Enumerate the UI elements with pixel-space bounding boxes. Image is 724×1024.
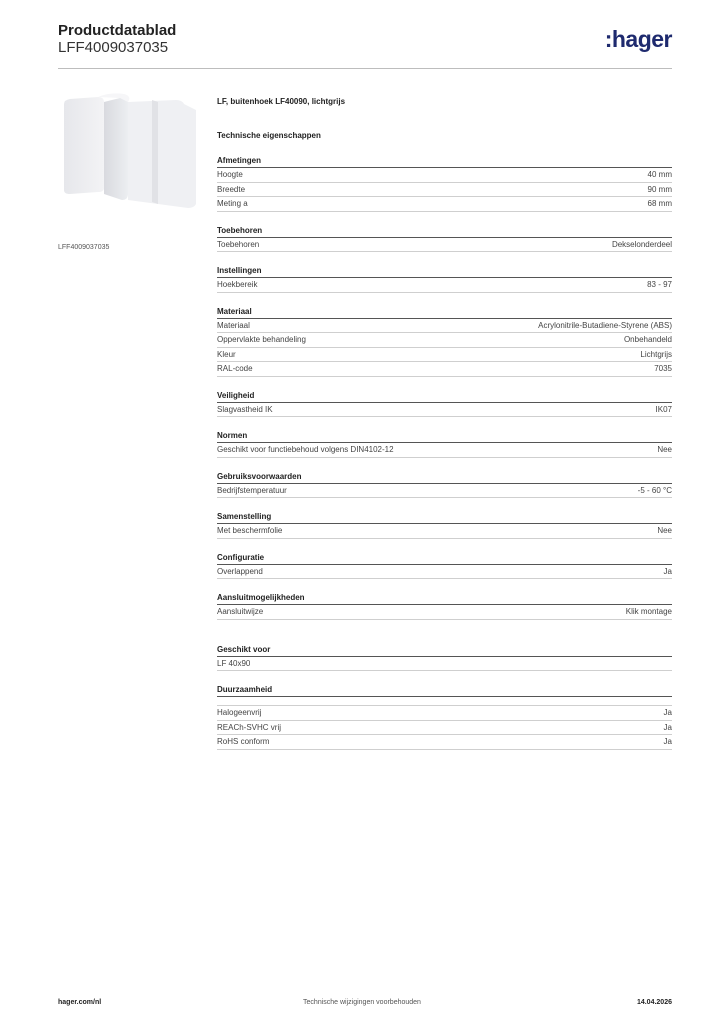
section-title: Afmetingen [217, 155, 672, 168]
spec-label: Breedte [217, 184, 246, 194]
image-caption: LFF4009037035 [58, 244, 110, 251]
product-image [58, 90, 198, 240]
spec-row [217, 278, 672, 293]
section-aansluitmogelijkheden [217, 592, 672, 620]
spec-label: Geschikt voor functiebehoud volgens DIN4102-12 [217, 445, 394, 454]
spec-label: Halogeenvrij [217, 708, 262, 717]
spec-row [217, 333, 672, 348]
spec-value: -5 - 60 °C [637, 485, 672, 495]
section-title: Samenstelling [217, 511, 672, 524]
spec-row [217, 657, 672, 672]
spec-row [217, 197, 672, 212]
section-normen [217, 430, 672, 458]
section-title: Normen [217, 430, 672, 443]
spec-row [217, 362, 672, 377]
section-materiaal [217, 306, 672, 377]
spec-value: Dekselonderdeel [611, 239, 672, 249]
header-divider [58, 68, 672, 69]
spec-label: LF 40x90 [217, 658, 251, 668]
section-title: Aansluitmogelijkheden [217, 592, 672, 605]
footer-website-link[interactable]: hager.com/nl [58, 999, 102, 1006]
spec-row [217, 605, 672, 620]
spec-value: IK07 [655, 404, 672, 414]
spec-label: REACh-SVHC vrij [217, 722, 282, 732]
footer-disclaimer: Technische wijzigingen voorbehouden [303, 999, 421, 1006]
section-afmetingen [217, 155, 672, 212]
section-title: Materiaal [217, 306, 672, 319]
section-title: Veiligheid [217, 390, 672, 403]
tech-properties-title: Technische eigenschappen [217, 131, 321, 140]
section-title: Gebruiksvoorwaarden [217, 471, 672, 484]
section-configuratie [217, 552, 672, 580]
spec-row [217, 721, 672, 736]
spec-value: Klik montage [625, 607, 672, 616]
spec-value: 68 mm [647, 199, 672, 208]
section-samenstelling [217, 511, 672, 539]
spec-row [217, 735, 672, 750]
spec-row [217, 348, 672, 363]
spec-value: Ja [663, 722, 672, 732]
spec-value: Nee [657, 526, 672, 535]
section-gebruiksvoorwaarden [217, 471, 672, 499]
spec-row [217, 319, 672, 334]
spec-value: Ja [663, 737, 672, 746]
header-title: Productdatablad [58, 22, 177, 39]
section-toebehoren [217, 225, 672, 253]
section-title: Instellingen [217, 265, 672, 278]
section-instellingen [217, 265, 672, 293]
section-duurzaamheid [217, 684, 672, 750]
section-veiligheid [217, 390, 672, 418]
spec-value: Ja [663, 708, 672, 717]
spec-label: Slagvastheid IK [217, 404, 273, 414]
spec-value: 90 mm [647, 184, 672, 194]
spec-label: Oppervlakte behandeling [217, 335, 306, 344]
spec-row [217, 238, 672, 253]
spec-label: Bedrijfstemperatuur [217, 485, 287, 495]
section-title: Duurzaamheid [217, 684, 672, 697]
hager-logo[interactable]: :hager [604, 26, 672, 52]
spec-value: 7035 [654, 364, 672, 373]
spec-value: Onbehandeld [623, 335, 672, 344]
spec-label: Overlappend [217, 566, 263, 576]
product-code: LFF4009037035 [58, 39, 169, 56]
spec-label: Hoogte [217, 170, 243, 179]
section-title: Configuratie [217, 552, 672, 565]
logo-text: hager [611, 26, 672, 52]
spec-label: RAL-code [217, 364, 253, 373]
spec-value: 40 mm [647, 170, 672, 179]
spec-label: Hoekbereik [217, 280, 258, 289]
spec-row [217, 524, 672, 539]
spec-label: Toebehoren [217, 239, 260, 249]
spec-label: RoHS conform [217, 737, 270, 746]
spec-row [217, 484, 672, 499]
footer-date: 14.04.2026 [636, 999, 672, 1006]
spec-label: Materiaal [217, 320, 250, 330]
product-name: LF, buitenhoek LF40090, lichtgrijs [217, 97, 346, 106]
spec-row [217, 565, 672, 580]
spec-label: Kleur [217, 349, 236, 359]
spec-value: Ja [663, 566, 672, 576]
spec-label: Meting a [217, 199, 248, 208]
spec-row [217, 183, 672, 198]
spec-value: Acrylonitrile-Butadiene-Styrene (ABS) [538, 320, 672, 330]
section-geschikt-voor [217, 644, 672, 672]
spec-value: Lichtgrijs [640, 349, 672, 359]
spec-content [217, 96, 672, 750]
section-title: Toebehoren [217, 225, 672, 238]
spec-label: Met beschermfolie [217, 526, 283, 535]
spec-row [217, 403, 672, 418]
spec-row [217, 705, 672, 721]
spec-value: Nee [657, 445, 672, 454]
spec-row [217, 168, 672, 183]
spec-row [217, 443, 672, 458]
spec-label: Aansluitwijze [217, 607, 264, 616]
section-title: Geschikt voor [217, 644, 672, 657]
spec-value: 83 - 97 [647, 280, 672, 289]
